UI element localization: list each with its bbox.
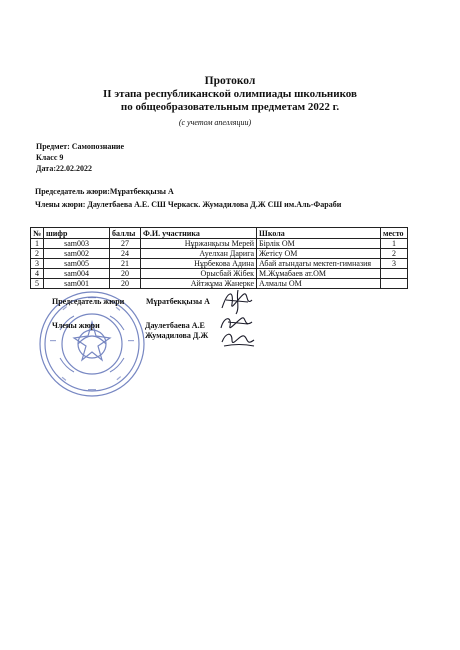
cell-place (381, 279, 408, 289)
table-row (31, 249, 408, 259)
header-code: шифр (44, 228, 110, 239)
cell-code: sam004 (44, 269, 110, 279)
cell-place (381, 269, 408, 279)
cell-score: 24 (110, 249, 141, 259)
table-row (31, 239, 408, 249)
cell-score: 20 (110, 279, 141, 289)
table-header-row (31, 228, 408, 239)
document-subtitle-line1: II этапа республиканской олимпиады школьников (103, 88, 357, 100)
cell-participant: Нұрбекова Адина (141, 259, 257, 269)
cell-number: 2 (31, 249, 44, 259)
cell-code: sam005 (44, 259, 110, 269)
date-line: Дата:22.02.2022 (36, 164, 92, 173)
table-row (31, 259, 408, 269)
jury-members-line: Члены жюри: Даулетбаева А.Е. СШ Черкаск. Жумадилова Д.Ж СШ им.Аль-Фараби (35, 200, 342, 209)
cell-code: sam001 (44, 279, 110, 289)
cell-school: Абай атындағы мектеп-гимназия (257, 259, 381, 269)
cell-place: 2 (381, 249, 408, 259)
header-school: Школа (257, 228, 381, 239)
appeal-note: (с учетом апелляции) (178, 118, 252, 127)
document-title: Протокол (204, 75, 256, 87)
members-signature-label: Члены жюри (52, 321, 100, 330)
member1-signature-name: Даулетбаева А.Е (145, 321, 205, 330)
cell-school: Бірлік ОМ (257, 239, 381, 249)
cell-number: 5 (31, 279, 44, 289)
cell-code: sam002 (44, 249, 110, 259)
cell-participant: Нұржанқызы Мерей (141, 239, 257, 249)
subject-line: Предмет: Самопознание (36, 142, 125, 151)
cell-score: 27 (110, 239, 141, 249)
header-number: № (31, 228, 44, 239)
chair-handwritten-signature (218, 286, 258, 316)
header-score: баллы (110, 228, 141, 239)
jury-chair-line: Председатель жюри:Мұратбекқызы А (35, 187, 174, 196)
member2-handwritten-signature (218, 330, 258, 350)
chair-signature-label: Председатель жюри (52, 297, 125, 306)
cell-score: 20 (110, 269, 141, 279)
cell-school: Жетісу ОМ (257, 249, 381, 259)
class-line: Класс 9 (36, 153, 64, 162)
cell-participant: Айтжұма Жанерке (141, 279, 257, 289)
cell-code: sam003 (44, 239, 110, 249)
cell-place: 1 (381, 239, 408, 249)
cell-school: М.Жұмабаев ат.ОМ (257, 269, 381, 279)
table-row (31, 269, 408, 279)
cell-participant: Ауелхан Дарига (141, 249, 257, 259)
cell-number: 3 (31, 259, 44, 269)
header-participant: Ф.И. участника (141, 228, 257, 239)
document-subtitle-line2: по общеобразовательным предметам 2022 г. (120, 101, 340, 113)
cell-participant: Орысбай Жібек (141, 269, 257, 279)
header-place: место (381, 228, 408, 239)
results-table (30, 227, 408, 289)
cell-place: 3 (381, 259, 408, 269)
cell-number: 1 (31, 239, 44, 249)
cell-number: 4 (31, 269, 44, 279)
cell-score: 21 (110, 259, 141, 269)
cell-school: Алмалы ОМ (257, 279, 381, 289)
member2-signature-name: Жумадилова Д.Ж (145, 331, 209, 340)
chair-signature-name: Мұратбекқызы А (146, 297, 210, 306)
